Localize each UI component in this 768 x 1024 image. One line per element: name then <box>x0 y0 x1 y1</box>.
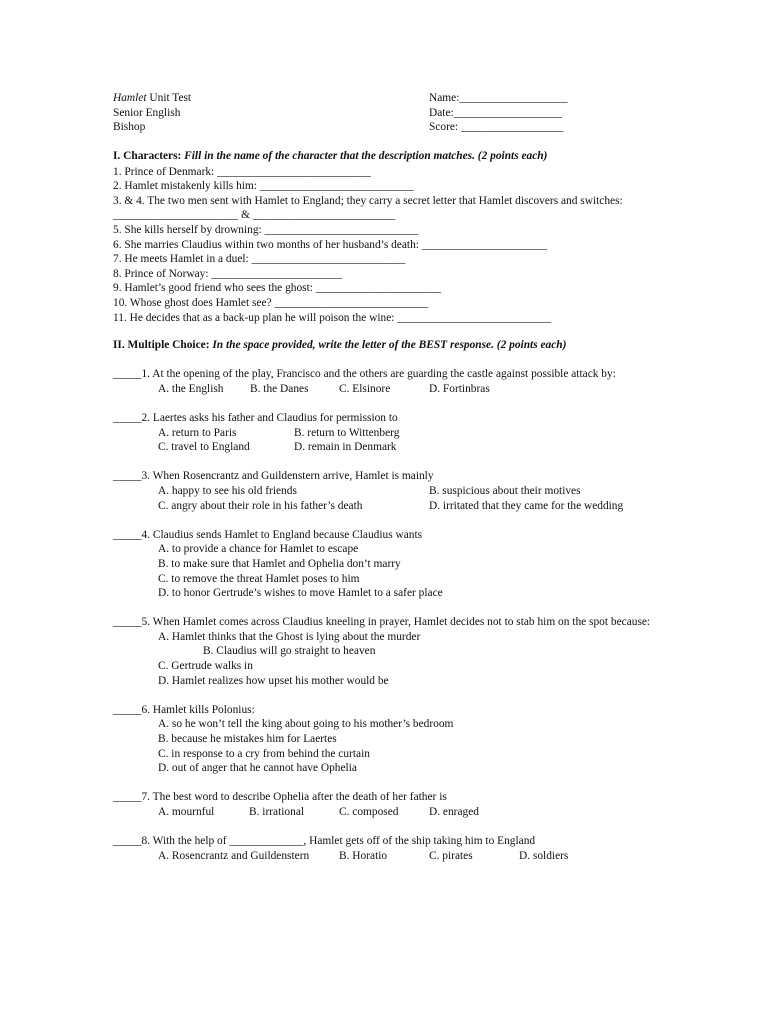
option-d: D. irritated that they came for the wedding <box>429 499 624 512</box>
option-d: D. Hamlet realizes how upset his mother would be <box>158 674 389 687</box>
options-row <box>113 440 658 455</box>
mc-question-4 <box>113 528 658 601</box>
option-d: D. remain in Denmark <box>294 441 397 454</box>
option-d: D. out of anger that he cannot have Ophelia <box>158 762 357 775</box>
options-row <box>113 849 658 864</box>
option-d: D. enraged <box>429 806 479 818</box>
option-b: B. to make sure that Hamlet and Ophelia don’t marry <box>158 557 401 570</box>
section-1-heading: I. Characters: <box>113 150 185 162</box>
mc-question-8 <box>113 834 658 863</box>
option-d: D. soldiers <box>519 849 569 862</box>
header-row-2 <box>113 106 593 121</box>
option-c: C. to remove the threat Hamlet poses to him <box>158 572 360 585</box>
option-c: C. in response to a cry from behind the curtain <box>158 747 370 760</box>
option-b: B. because he mistakes him for Laertes <box>158 733 337 746</box>
mc-question-2 <box>113 411 658 455</box>
question-stem[interactable]: _____5. When Hamlet comes across Claudius kneeling in prayer, Hamlet decides not to stab him on the spot because: <box>113 616 651 629</box>
character-question-10[interactable]: 10. Whose ghost does Hamlet see? ___________________________ <box>113 296 429 309</box>
character-question-6[interactable]: 6. She marries Claudius within two months of her husband’s death: ______________________ <box>113 238 548 251</box>
section-2-instructions: In the space provided, write the letter of the BEST response. (2 points each) <box>212 339 567 351</box>
title-rest: Unit Test <box>146 92 192 104</box>
options-row <box>113 484 658 499</box>
test-title <box>113 92 191 104</box>
option-b: B. Horatio <box>339 849 388 862</box>
test-header <box>113 91 593 135</box>
option-d: D. to honor Gertrude’s wishes to move Hamlet to a safer place <box>158 587 443 600</box>
character-question-11[interactable]: 11. He decides that as a back-up plan he will poison the wine: ___________________________ <box>113 311 552 324</box>
teacher-name: Bishop <box>113 121 146 134</box>
option-c: C. travel to England <box>158 441 250 454</box>
options-row <box>113 382 658 397</box>
option-a: A. return to Paris <box>158 426 237 439</box>
option-c: C. pirates <box>429 849 473 862</box>
option-a: A. to provide a chance for Hamlet to escape <box>158 543 359 556</box>
option-c: C. Gertrude walks in <box>158 660 253 673</box>
question-stem[interactable]: _____3. When Rosencrantz and Guildenstern arrive, Hamlet is mainly <box>113 470 434 483</box>
mc-question-5 <box>113 615 658 688</box>
option-a: A. so he won’t tell the king about going to his mother’s bedroom <box>158 718 454 731</box>
option-a: A. Rosencrantz and Guildenstern <box>158 849 310 862</box>
option-c: C. composed <box>339 806 399 818</box>
date-field[interactable]: Date:___________________ <box>429 106 562 119</box>
name-field[interactable]: Name:___________________ <box>429 92 568 104</box>
option-a: A. mournful <box>158 806 215 818</box>
question-stem[interactable]: _____4. Claudius sends Hamlet to England because Claudius wants <box>113 528 423 541</box>
character-question-2[interactable]: 2. Hamlet mistakenly kills him: ___________________________ <box>113 180 414 193</box>
mc-question-1 <box>113 367 658 396</box>
option-a: A. happy to see his old friends <box>158 484 297 497</box>
question-stem[interactable]: _____8. With the help of _____________, Hamlet gets off of the ship taking him to England <box>113 835 536 848</box>
options-row <box>113 499 658 514</box>
question-stem[interactable]: _____1. At the opening of the play, Francisco and the others are guarding the castle against possible attack by: <box>113 368 616 381</box>
title-italic: Hamlet <box>113 92 147 104</box>
character-question-1[interactable]: 1. Prince of Denmark: ___________________________ <box>113 165 371 178</box>
score-field[interactable]: Score: __________________ <box>429 121 564 134</box>
header-row-1 <box>113 91 593 106</box>
section-2-title <box>113 338 658 353</box>
section-1-instructions: Fill in the name of the character that the description matches. (2 points each) <box>184 150 548 162</box>
question-stem[interactable]: _____7. The best word to describe Ophelia after the death of her father is <box>113 791 447 804</box>
option-c: C. angry about their role in his father’s death <box>158 499 363 512</box>
character-question-8[interactable]: 8. Prince of Norway: _______________________ <box>113 267 343 280</box>
option-b: B. Claudius will go straight to heaven <box>203 645 376 658</box>
option-d: D. Fortinbras <box>429 382 490 395</box>
option-b: B. the Danes <box>250 382 309 395</box>
character-question-9[interactable]: 9. Hamlet’s good friend who sees the ghost: ______________________ <box>113 282 442 295</box>
header-row-3 <box>113 120 593 135</box>
course-name: Senior English <box>113 106 181 119</box>
options-row <box>113 805 658 820</box>
question-stem[interactable]: _____2. Laertes asks his father and Claudius for permission to <box>113 411 398 424</box>
option-c: C. Elsinore <box>339 382 391 395</box>
section-characters <box>113 149 658 325</box>
option-a: A. the English <box>158 382 224 395</box>
character-question-5[interactable]: 5. She kills herself by drowning: ___________________________ <box>113 223 419 236</box>
character-question-7[interactable]: 7. He meets Hamlet in a duel: ___________________________ <box>113 253 406 266</box>
question-stem[interactable]: _____6. Hamlet kills Polonius: <box>113 703 255 716</box>
mc-question-6 <box>113 703 658 776</box>
options-row <box>113 426 658 441</box>
option-a: A. Hamlet thinks that the Ghost is lying about the murder <box>158 630 421 643</box>
option-b: B. suspicious about their motives <box>429 484 581 497</box>
character-question-3-4[interactable]: 3. & 4. The two men sent with Hamlet to England; they carry a secret letter that Hamlet discovers and switches: ______________________ & _________________________ <box>113 194 623 222</box>
mc-question-3 <box>113 469 658 513</box>
section-multiple-choice <box>113 338 658 863</box>
mc-question-7 <box>113 790 658 819</box>
section-2-heading: II. Multiple Choice: <box>113 339 213 351</box>
option-b: B. return to Wittenberg <box>294 426 400 439</box>
option-b: B. irrational <box>249 806 305 818</box>
section-1-title <box>113 149 658 164</box>
